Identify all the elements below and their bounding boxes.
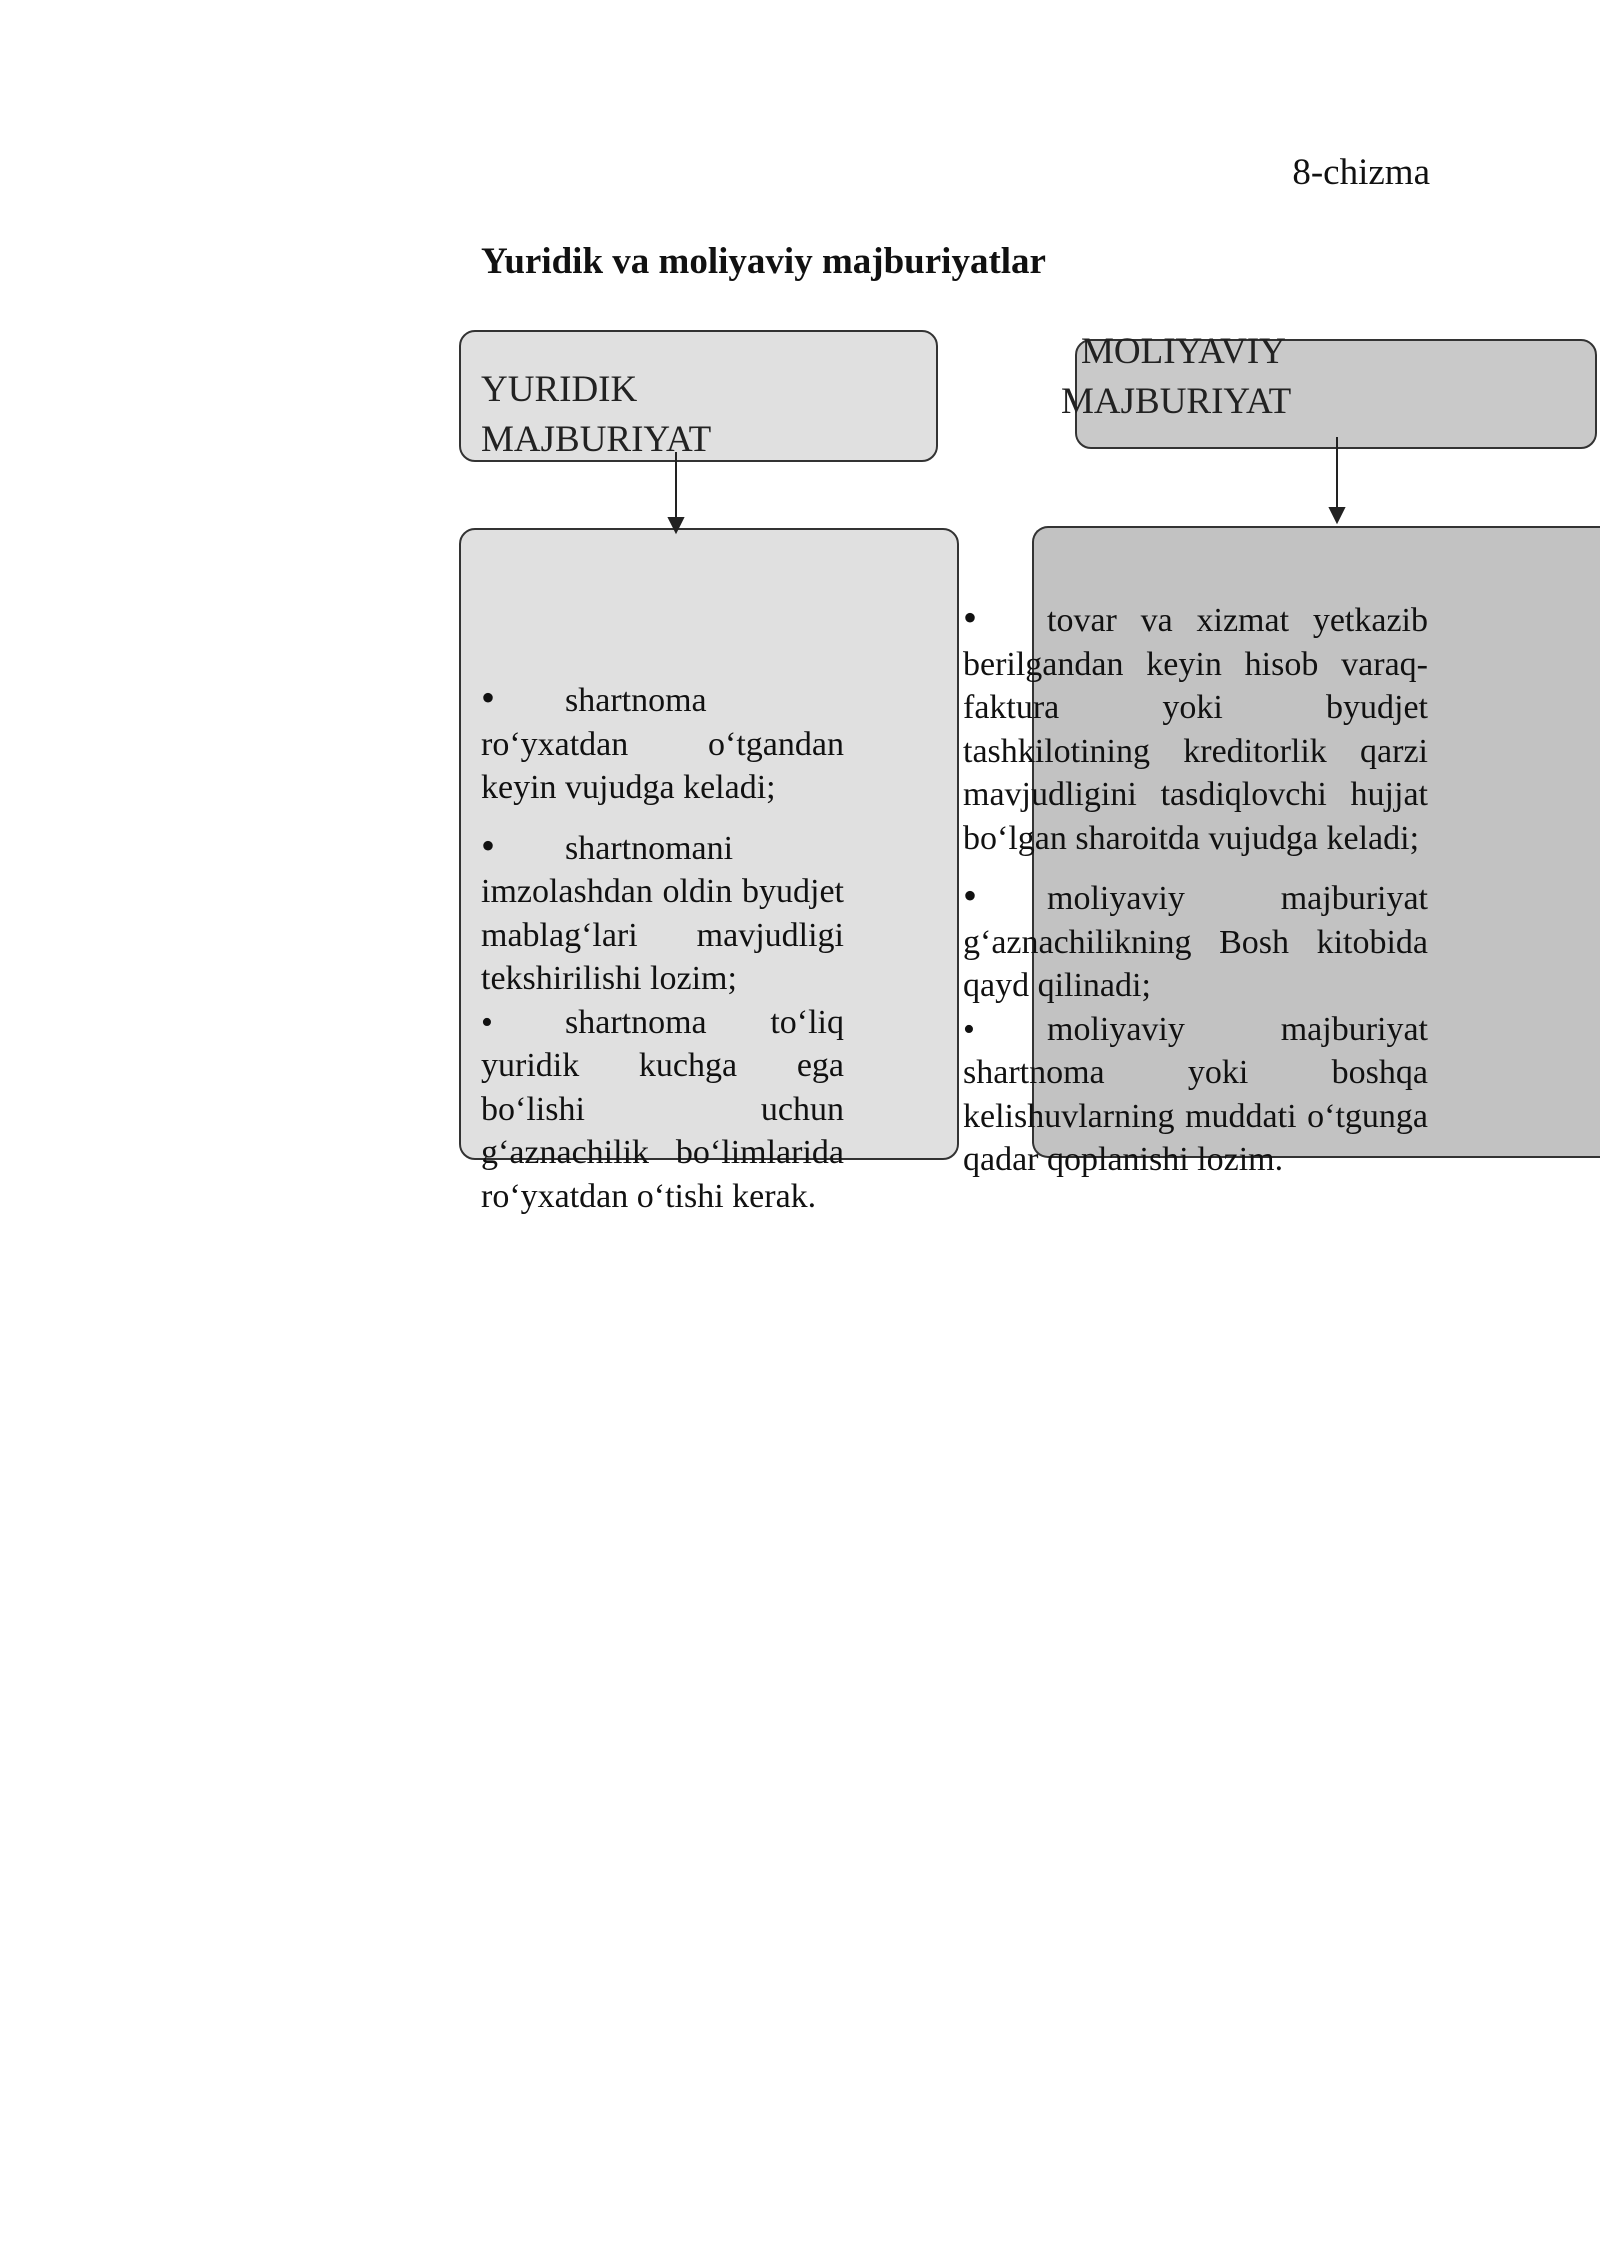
financial-header-line1: MOLIYAVIY [1081,331,1286,372]
financial-item [963,874,1428,1008]
legal-item-text: shartnomani imzolashdan oldin byudjet mablag‘lari mavjudligi tekshirilishi lozim; [481,829,844,997]
legal-item [481,1001,844,1219]
financial-item-text: moliyaviy majburiyat shartnoma yoki boshqa kelishuvlarning muddati o‘tgunga qadar qoplanishi lozim. [963,1010,1428,1178]
financial-item [963,1008,1428,1182]
legal-item-text: shartnoma to‘liq yuridik kuchga ega bo‘lishi uchun g‘aznachilik bo‘limlarida ro‘yxatdan o‘tishi kerak. [481,1003,844,1215]
legal-obligation-header [481,365,711,465]
diagram-title: Yuridik va moliyaviy majburiyatlar [481,241,1046,282]
legal-header-line1: YURIDIK [481,369,638,410]
financial-header-line2: MAJBURIYAT [1061,381,1292,422]
figure-number: 8-chizma [1292,152,1430,193]
bullet-icon: • [481,1003,493,1041]
financial-item [963,596,1428,860]
legal-header-line2: MAJBURIYAT [481,419,712,460]
bullet-icon: • [963,873,978,918]
bullet-icon: • [963,595,978,640]
legal-item [481,824,844,1001]
financial-item-text: moliyaviy majburiyat g‘aznachilikning Bosh kitobida qayd qilinadi; [963,880,1428,1004]
bullet-icon: • [481,675,496,720]
bullet-icon: • [481,822,496,868]
legal-item [481,676,844,810]
legal-obligation-list [481,676,844,1218]
financial-arrow [1330,437,1344,522]
financial-item-text: tovar va xizmat yetkazib berilgandan keyin hisob varaq-faktura yoki byudjet tashkilotining kreditorlik qarzi mavjudligini tasdiqlovchi hujjat bo‘lgan sharoitda vujudga keladi; [963,602,1428,857]
financial-obligation-list [963,596,1428,1182]
financial-obligation-header [1061,327,1291,427]
bullet-icon: • [963,1010,975,1048]
legal-item-text: shartnoma ro‘yxatdan o‘tgandan keyin vujudga keladi; [481,682,844,806]
